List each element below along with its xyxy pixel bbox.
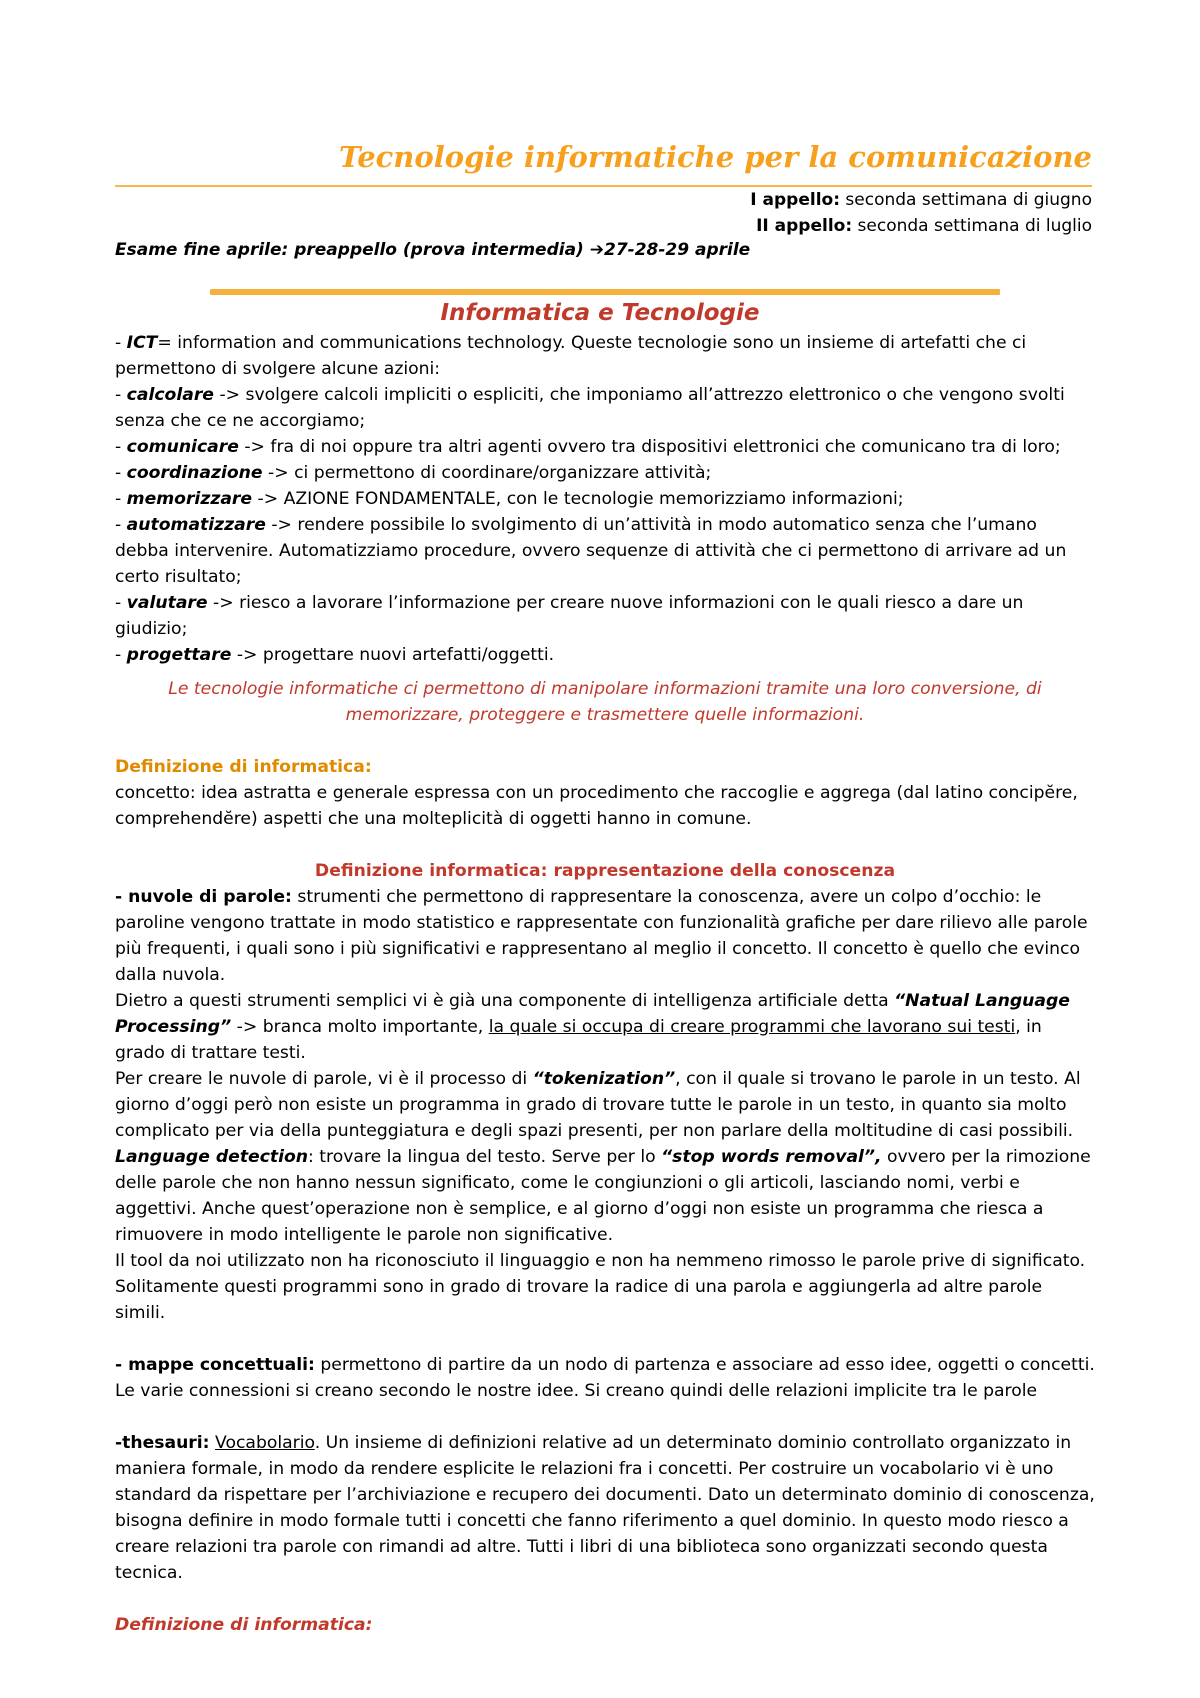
ict-text: = information and communications technology. Queste tecnologie sono un insieme di artefatti che ci permettono di svolgere alcune azioni: [115,333,1027,379]
thesauri-term: -thesauri: [115,1433,210,1453]
action-term: valutare [126,593,208,613]
action-text: -> fra di noi oppure tra altri agenti ovvero tra dispositivi elettronici che comunicano tra di loro; [238,437,1061,457]
appello-1-label: I appello: [750,190,841,210]
action-text: -> progettare nuovi artefatti/oggetti. [231,645,555,665]
definition-heading: Definizione di informatica: [115,757,372,777]
ict-prefix: - [115,333,127,353]
action-term: progettare [126,645,232,665]
action-text: -> riesco a lavorare l’informazione per creare nuove informazioni con le quali riesco a dare un giudizio; [115,593,1024,639]
action-term: coordinazione [126,463,263,483]
action-term: automatizzare [126,515,266,535]
language-detection-term: Language detection [115,1147,309,1167]
nlp-paragraph [115,988,1095,1066]
appello-line-1 [750,190,1092,210]
appello-1-text: seconda settimana di giugno [840,190,1092,210]
nlp-term: “Natual Language Processing” [115,991,1070,1037]
ict-paragraph [115,330,1095,382]
definition-heading-2: Definizione di informatica: [115,1615,373,1635]
esame-dates: 27-28-29 aprile [604,240,751,260]
definition-text: concetto: idea astratta e generale espressa con un procedimento che raccoglie e aggrega (dal latino concipĕre, comprehendĕre) aspetti che una molteplicità di oggetti hanno in comune. [115,783,1078,829]
esame-line [115,240,750,260]
highlight-quote: Le tecnologie informatiche ci permettono di manipolare informazioni tramite una loro conversione, di memorizzare, proteggere e trasmettere quelle informazioni. [168,679,1042,725]
action-item: - valutare -> riesco a lavorare l’informazione per creare nuove informazioni con le quali riesco a dare un giudizio; [115,593,1024,639]
mappe-paragraph [115,1352,1095,1404]
mappe-text: permettono di partire da un nodo di partenza e associare ad esso idee, oggetti o concetti. Le varie connessioni si creano secondo le nostre idee. Si creano quindi delle relazioni implicite tra le parole [115,1355,1095,1401]
language-detection-paragraph [115,1144,1095,1248]
thesauri-underlined: Vocabolario [215,1433,315,1453]
nuvole-term: - nuvole di parole: [115,887,292,907]
action-text: -> rendere possibile lo svolgimento di un’attività in modo automatico senza che l’umano debba intervenire. Automatizziamo procedure, ovvero sequenze di attività che ci permettono di arrivare ad un certo risultato; [115,515,1067,587]
appello-2-label: II appello: [756,216,853,236]
thesauri-text: . Un insieme di definizioni relative ad un determinato dominio controllato organizzato in maniera formale, in modo da rendere esplicite le relazioni fra i concetti. Per costruire un vocabolario vi è uno standard da rispettare per l’archiviazione e recupero dei documenti. Dato un determinato dominio di conoscenza, bisogna definire in modo formale tutti i concetti che fanno riferimento a quel dominio. In questo modo riesco a creare relazioni tra parole con rimandi ad altre. Tutti i libri di una biblioteca sono organizzati secondo questa tecnica. [115,1433,1095,1583]
action-term: memorizzare [126,489,253,509]
action-item: - coordinazione -> ci permettono di coordinare/organizzare attività; [115,463,712,483]
stop-words-term: “stop words removal”, [661,1147,882,1167]
section-divider [210,289,1000,295]
tokenization-paragraph [115,1066,1095,1144]
action-item: - comunicare -> fra di noi oppure tra altri agenti ovvero tra dispositivi elettronici che comunicano tra di loro; [115,437,1061,457]
action-item: - calcolare -> svolgere calcoli impliciti o espliciti, che imponiamo all’attrezzo elettronico o che vengono svolti senza che ce ne accorgiamo; [115,385,1065,431]
nuvole-paragraph [115,884,1095,988]
action-term: calcolare [126,385,214,405]
appello-2-text: seconda settimana di luglio [852,216,1092,236]
arrow-right-icon: ➔ [589,240,604,260]
language-detection-text-b: ovvero per la rimozione delle parole che non hanno nessun significato, come le congiunzioni o gli articoli, lasciando nomi, verbi e aggettivi. Anche quest’operazione non è semplice, e al giorno d’oggi non esiste un programma che riesca a rimuovere in modo intelligente le parole non significative. [115,1147,1091,1245]
thesauri-paragraph [115,1430,1095,1586]
action-item: - automatizzare -> rendere possibile lo svolgimento di un’attività in modo automatico senza che l’umano debba intervenire. Automatizziamo procedure, ovvero sequenze di attività che ci permettono di arrivare ad un certo risultato; [115,515,1067,587]
tokenization-term: “tokenization” [532,1069,676,1089]
action-item: - memorizzare -> AZIONE FONDAMENTALE, con le tecnologie memorizziamo informazioni; [115,489,904,509]
esame-text: Esame fine aprile: preappello (prova intermedia) [115,240,590,260]
mappe-term: - mappe concettuali: [115,1355,315,1375]
document-body [115,330,1095,1638]
appello-line-2 [756,216,1092,236]
tokenization-text-b: , con il quale si trovano le parole in un testo. Al giorno d’oggi però non esiste un programma in grado di trovare tutte le parole in un testo, in quanto sia molto complicato per via della punteggiatura e degli spazi presenti, per non parlare della moltitudine di casi possibili. [115,1069,1081,1141]
language-detection-text-a: : trovare la lingua del testo. Serve per lo [308,1147,662,1167]
action-term: comunicare [126,437,239,457]
ict-term: ICT [126,333,158,353]
nlp-text-a: Dietro a questi strumenti semplici vi è già una componente di intelligenza artificiale detta [115,991,895,1011]
action-text: -> AZIONE FONDAMENTALE, con le tecnologie memorizziamo informazioni; [252,489,904,509]
nlp-text-b: -> branca molto importante, [231,1017,489,1037]
subsection-heading: Definizione informatica: rappresentazione della conoscenza [314,861,896,881]
nlp-text-c: , in grado di trattare testi. [115,1017,1042,1063]
action-text: -> svolgere calcoli impliciti o espliciti, che imponiamo all’attrezzo elettronico o che vengono svolti senza che ce ne accorgiamo; [115,385,1065,431]
tool-paragraph: Il tool da noi utilizzato non ha riconosciuto il linguaggio e non ha nemmeno rimosso le parole prive di significato. Solitamente questi programmi sono in grado di trovare la radice di una parola e aggiungerla ad altre parole simili. [115,1251,1086,1323]
nuvole-text: strumenti che permettono di rappresentare la conoscenza, avere un colpo d’occhio: le paroline vengono trattate in modo statistico e rappresentate con funzionalità grafiche per dare rilievo alle parole più frequenti, i quali sono i più significativi e rappresentano al meglio il concetto. Il concetto è quello che evinco dalla nuvola. [115,887,1088,985]
tokenization-text-a: Per creare le nuvole di parole, vi è il processo di [115,1069,533,1089]
nlp-underlined: la quale si occupa di creare programmi che lavorano sui testi [488,1017,1016,1037]
page-title: Tecnologie informatiche per la comunicazione [338,140,1092,174]
action-item: - progettare -> progettare nuovi artefatti/oggetti. [115,645,555,665]
section-title: Informatica e Tecnologie [440,300,760,326]
action-text: -> ci permettono di coordinare/organizzare attività; [262,463,712,483]
title-underline [115,185,1092,187]
